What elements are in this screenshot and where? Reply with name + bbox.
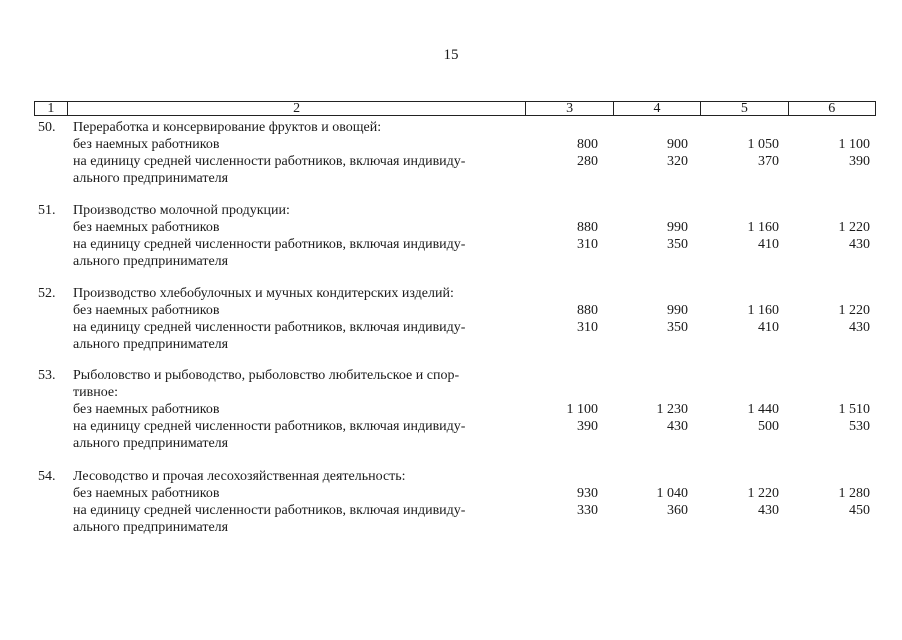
value-col-6: 390 <box>849 154 870 169</box>
value-col-3: 880 <box>577 220 598 235</box>
section-51 <box>0 202 902 270</box>
row-label: без наемных работников <box>73 402 220 417</box>
row-label: на единицу средней численности работников, включая индивиду- <box>73 419 466 434</box>
row-label: без наемных работников <box>73 303 220 318</box>
value-col-4: 990 <box>667 303 688 318</box>
value-col-6: 430 <box>849 237 870 252</box>
value-col-6: 530 <box>849 419 870 434</box>
value-col-3: 880 <box>577 303 598 318</box>
table-row <box>0 485 902 502</box>
value-col-4: 1 040 <box>656 486 688 501</box>
value-col-4: 350 <box>667 320 688 335</box>
section-number: 54. <box>38 469 56 484</box>
table-row <box>0 236 902 253</box>
value-col-4: 990 <box>667 220 688 235</box>
value-col-3: 930 <box>577 486 598 501</box>
value-col-4: 430 <box>667 419 688 434</box>
section-54 <box>0 468 902 536</box>
value-col-6: 450 <box>849 503 870 518</box>
value-col-5: 410 <box>758 320 779 335</box>
value-col-5: 430 <box>758 503 779 518</box>
section-title-continuation: тивное: <box>73 385 118 400</box>
value-col-3: 390 <box>577 419 598 434</box>
header-col-2: 2 <box>68 102 527 115</box>
row-label: на единицу средней численности работников, включая индивиду- <box>73 503 466 518</box>
value-col-6: 1 280 <box>838 486 870 501</box>
section-number: 51. <box>38 203 56 218</box>
value-col-3: 280 <box>577 154 598 169</box>
section-52 <box>0 285 902 353</box>
table-header <box>34 101 876 116</box>
header-col-3: 3 <box>526 102 613 115</box>
section-title: Рыболовство и рыбоводство, рыболовство любительское и спор- <box>73 368 460 383</box>
section-number: 50. <box>38 120 56 135</box>
page-number: 15 <box>443 47 459 63</box>
value-col-5: 1 160 <box>747 303 779 318</box>
table-row <box>0 502 902 519</box>
value-col-4: 900 <box>667 137 688 152</box>
value-col-3: 800 <box>577 137 598 152</box>
row-label-continuation: ального предпринимателя <box>73 254 229 269</box>
value-col-4: 320 <box>667 154 688 169</box>
value-col-4: 350 <box>667 237 688 252</box>
value-col-4: 1 230 <box>656 402 688 417</box>
table-row <box>0 401 902 418</box>
table-row <box>0 418 902 435</box>
value-col-3: 310 <box>577 237 598 252</box>
table-row <box>0 319 902 336</box>
header-col-1: 1 <box>35 102 68 115</box>
section-50 <box>0 119 902 187</box>
table-row <box>0 302 902 319</box>
section-53 <box>0 367 902 452</box>
row-label-continuation: ального предпринимателя <box>73 520 229 535</box>
value-col-6: 1 100 <box>838 137 870 152</box>
value-col-5: 370 <box>758 154 779 169</box>
value-col-6: 1 220 <box>838 303 870 318</box>
table-row <box>0 136 902 153</box>
section-number: 53. <box>38 368 56 383</box>
row-label: без наемных работников <box>73 137 220 152</box>
header-col-6: 6 <box>828 101 836 116</box>
value-col-3: 310 <box>577 320 598 335</box>
row-label: без наемных работников <box>73 486 220 501</box>
header-col-5: 5 <box>701 102 788 115</box>
value-col-3: 330 <box>577 503 598 518</box>
value-col-4: 360 <box>667 503 688 518</box>
section-title: Производство хлебобулочных и мучных кондитерских изделий: <box>73 286 454 301</box>
value-col-5: 500 <box>758 419 779 434</box>
section-title: Производство молочной продукции: <box>73 203 290 218</box>
value-col-5: 1 050 <box>747 137 779 152</box>
row-label: без наемных работников <box>73 220 220 235</box>
row-label-continuation: ального предпринимателя <box>73 171 229 186</box>
value-col-5: 1 160 <box>747 220 779 235</box>
value-col-6: 1 510 <box>838 402 870 417</box>
row-label-continuation: ального предпринимателя <box>73 436 229 451</box>
row-label: на единицу средней численности работников, включая индивиду- <box>73 237 466 252</box>
section-title: Переработка и консервирование фруктов и овощей: <box>73 120 382 135</box>
value-col-5: 410 <box>758 237 779 252</box>
row-label: на единицу средней численности работников, включая индивиду- <box>73 320 466 335</box>
value-col-3: 1 100 <box>566 402 598 417</box>
row-label-continuation: ального предпринимателя <box>73 337 229 352</box>
value-col-6: 430 <box>849 320 870 335</box>
table-row <box>0 153 902 170</box>
value-col-5: 1 220 <box>747 486 779 501</box>
value-col-6: 1 220 <box>838 220 870 235</box>
header-col-4: 4 <box>614 102 701 115</box>
row-label: на единицу средней численности работников, включая индивиду- <box>73 154 466 169</box>
section-number: 52. <box>38 286 56 301</box>
table-row <box>0 219 902 236</box>
section-title: Лесоводство и прочая лесохозяйственная деятельность: <box>73 469 406 484</box>
value-col-5: 1 440 <box>747 402 779 417</box>
